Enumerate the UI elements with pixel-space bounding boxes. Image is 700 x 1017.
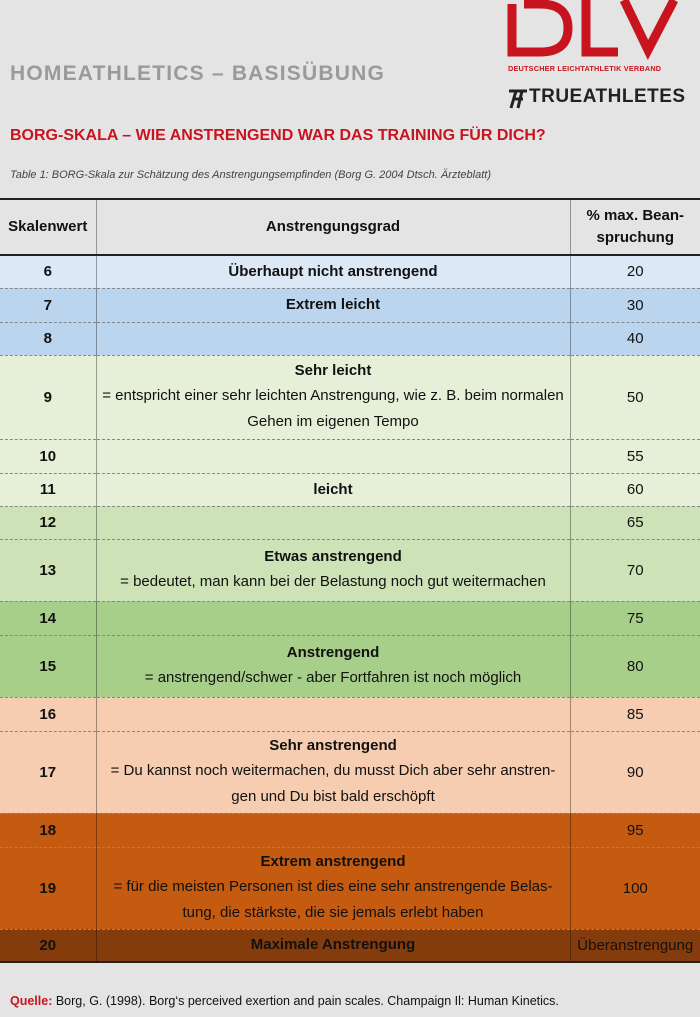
table-row — [0, 322, 700, 355]
exertion-grade — [96, 439, 570, 473]
scale-value: 18 — [0, 813, 96, 847]
grade-description-continued: Gehen im eigenen Tempo — [247, 413, 419, 430]
table-header-row — [0, 199, 700, 255]
header-exertion-grade: Anstrengungsgrad — [96, 199, 570, 255]
table-row — [0, 697, 700, 731]
scale-value: 14 — [0, 601, 96, 635]
grade-description-continued: gen und Du bist bald erschöpft — [231, 788, 435, 805]
table-row — [0, 288, 700, 322]
scale-value: 8 — [0, 322, 96, 355]
percent-value: 100 — [570, 847, 700, 929]
percent-value: 20 — [570, 255, 700, 288]
scale-value: 12 — [0, 506, 96, 539]
percent-value: Überanstrengung — [570, 929, 700, 962]
grade-label: Etwas anstrengend — [264, 548, 402, 565]
grade-label: Extrem anstrengend — [260, 853, 406, 870]
exertion-grade — [96, 355, 570, 439]
source-footer — [10, 994, 559, 1008]
exertion-grade — [96, 255, 570, 288]
grade-label: Sehr leicht — [294, 362, 372, 379]
table-row — [0, 355, 700, 439]
exertion-grade — [96, 731, 570, 813]
table-caption: Table 1: BORG-Skala zur Schätzung des Anstrengungsempfinden (Borg G. 2004 Dtsch. Ärzteblatt) — [10, 169, 491, 181]
table-row — [0, 506, 700, 539]
scale-value: 15 — [0, 635, 96, 697]
trueathletes-logo — [507, 85, 686, 109]
table-row — [0, 847, 700, 929]
percent-value: 85 — [570, 697, 700, 731]
percent-value: 90 — [570, 731, 700, 813]
scale-value: 11 — [0, 473, 96, 506]
grade-description: = entspricht einer sehr leichten Anstrengung, wie z. B. beim normalen — [102, 387, 564, 404]
exertion-grade — [96, 847, 570, 929]
exertion-grade — [96, 506, 570, 539]
grade-description: = anstrengend/schwer - aber Fortfahren ist noch möglich — [144, 669, 522, 686]
borg-scale-table — [0, 198, 700, 963]
exertion-grade — [96, 322, 570, 355]
percent-value: 80 — [570, 635, 700, 697]
grade-label: Anstrengend — [286, 644, 380, 661]
header-percent-max — [570, 199, 700, 255]
table-row — [0, 635, 700, 697]
percent-value: 40 — [570, 322, 700, 355]
scale-value: 16 — [0, 697, 96, 731]
page-title: HOMEATHLETICS – BASISÜBUNG — [10, 62, 385, 85]
table-row — [0, 813, 700, 847]
exertion-grade — [96, 697, 570, 731]
percent-value: 95 — [570, 813, 700, 847]
exertion-grade — [96, 635, 570, 697]
scale-value: 17 — [0, 731, 96, 813]
table-row — [0, 255, 700, 288]
exertion-grade — [96, 929, 570, 962]
percent-value: 30 — [570, 288, 700, 322]
table-row — [0, 731, 700, 813]
grade-label: leicht — [313, 480, 353, 498]
trueathletes-mark-icon — [507, 85, 529, 109]
grade-label: Überhaupt nicht anstrengend — [228, 262, 438, 280]
header-percent-line2: spruchung — [596, 229, 674, 246]
brand-name: TRUEATHLETES — [529, 86, 686, 107]
scale-value: 7 — [0, 288, 96, 322]
dlv-logo-subtitle: DEUTSCHER LEICHTATHLETIK VERBAND — [508, 64, 662, 73]
header-percent-line1: % max. Bean- — [586, 207, 685, 224]
percent-value: 70 — [570, 539, 700, 601]
scale-value: 9 — [0, 355, 96, 439]
exertion-grade — [96, 813, 570, 847]
grade-label: Extrem leicht — [285, 296, 381, 313]
table-row — [0, 473, 700, 506]
scale-value: 13 — [0, 539, 96, 601]
table-row — [0, 539, 700, 601]
scale-value: 19 — [0, 847, 96, 929]
table-row — [0, 439, 700, 473]
grade-description: = Du kannst noch weitermachen, du musst Dich aber sehr anstren- — [110, 762, 556, 779]
percent-value: 75 — [570, 601, 700, 635]
section-heading: BORG-SKALA – WIE ANSTRENGEND WAR DAS TRAINING FÜR DICH? — [10, 127, 546, 144]
exertion-grade — [96, 601, 570, 635]
grade-description: = bedeutet, man kann bei der Belastung noch gut weitermachen — [120, 573, 546, 590]
exertion-grade — [96, 539, 570, 601]
grade-description-continued: tung, die stärkste, die sie jemals erlebt haben — [182, 904, 484, 921]
grade-description: = für die meisten Personen ist dies eine sehr anstrengende Belas- — [113, 878, 553, 895]
source-text: Borg, G. (1998). Borg‘s perceived exertion and pain scales. Champaign Il: Human Kinetics. — [52, 994, 559, 1008]
table-row — [0, 601, 700, 635]
table-row — [0, 929, 700, 962]
percent-value: 65 — [570, 506, 700, 539]
scale-value: 6 — [0, 255, 96, 288]
exertion-grade — [96, 288, 570, 322]
grade-label: Maximale Anstrengung — [250, 936, 416, 954]
scale-value: 20 — [0, 929, 96, 962]
percent-value: 55 — [570, 439, 700, 473]
dlv-logo — [506, 0, 678, 60]
percent-value: 50 — [570, 355, 700, 439]
grade-label: Sehr anstrengend — [269, 737, 397, 754]
scale-value: 10 — [0, 439, 96, 473]
header-scale-value: Skalenwert — [0, 199, 96, 255]
percent-value: 60 — [570, 473, 700, 506]
source-label: Quelle: — [10, 994, 53, 1008]
exertion-grade — [96, 473, 570, 506]
